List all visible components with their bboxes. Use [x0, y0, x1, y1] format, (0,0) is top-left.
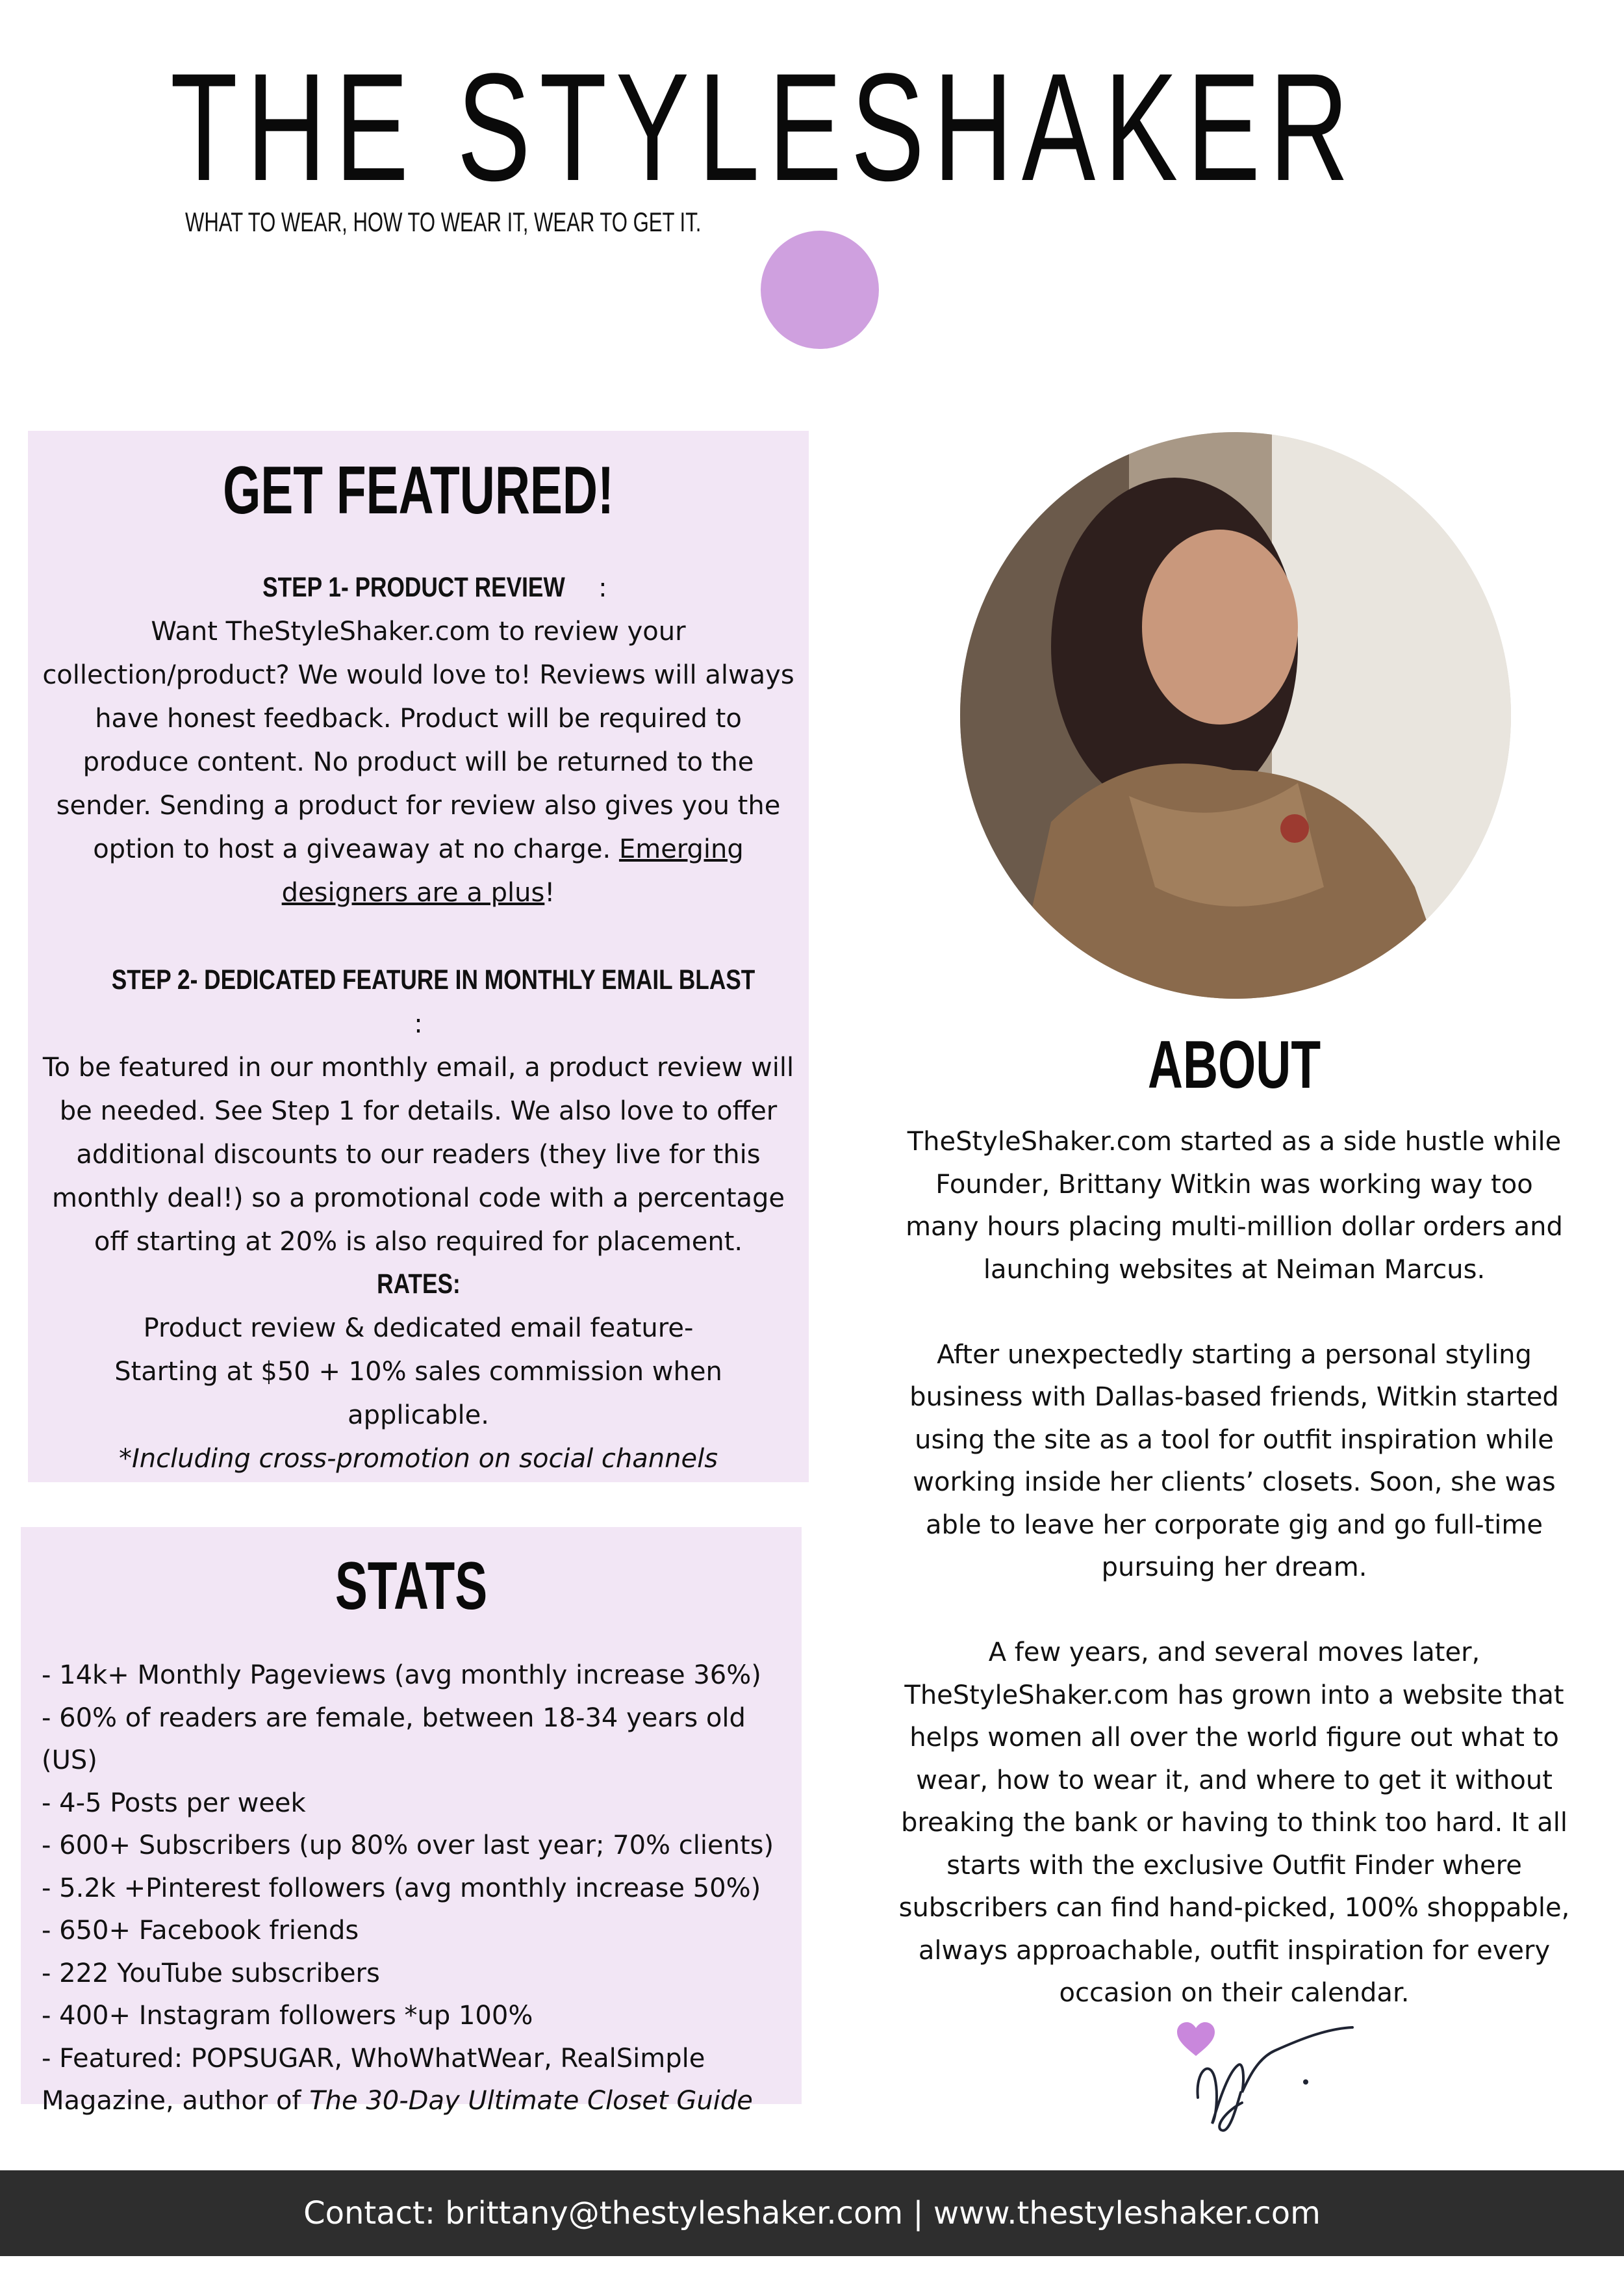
book-title: The 30-Day Ultimate Closet Guide: [309, 2086, 753, 2116]
step2-title: STEP 2- DEDICATED FEATURE IN MONTHLY EMAIL BLAST: [111, 964, 755, 995]
founder-portrait-photo: [960, 432, 1511, 999]
signature-icon: [1190, 2020, 1359, 2137]
rates-line3: *Including cross-promotion on social channels: [118, 1444, 718, 1474]
stats-item-featured: [42, 2038, 791, 2123]
stats-panel: [21, 1527, 802, 2116]
step1-title: STEP 1- PRODUCT REVIEW: [262, 572, 566, 603]
rates-line2: Starting at $50 + 10% sales commission when applicable.: [114, 1357, 722, 1430]
get-featured-heading: GET FEATURED!: [223, 453, 614, 528]
stats-item: - 600+ Subscribers (up 80% over last year; 70% clients): [42, 1830, 774, 1860]
contact-text[interactable]: Contact: brittany@thestyleshaker.com | www.thestyleshaker.com: [303, 2195, 1321, 2231]
stats-heading: STATS: [335, 1548, 488, 1624]
stats-item: - 14k+ Monthly Pageviews (avg monthly increase 36%): [42, 1660, 761, 1690]
about-paragraph: TheStyleShaker.com started as a side hustle while Founder, Brittany Witkin was working way too many hours placing multi-million dollar orders and launching websites at Neiman Marcus.: [906, 1127, 1563, 1285]
stats-item: - 650+ Facebook friends: [42, 1916, 359, 1946]
stats-item: - 60% of readers are female, between 18-34 years old (US): [42, 1702, 746, 1775]
step2-colon: :: [414, 1009, 423, 1039]
step1-colon: :: [598, 573, 607, 603]
step1-section: [41, 566, 796, 915]
step1-end: !: [544, 878, 555, 908]
about-text: [896, 1121, 1572, 2015]
step2-body: To be featured in our monthly email, a product review will be needed. See Step 1 for details. We also love to offer additional discounts to our readers (they live for this monthly deal!) so a promotional code with a percentage off starting at 20% is also required for placement.: [42, 1053, 794, 1257]
about-paragraph: After unexpectedly starting a personal styling business with Dallas-based friends, Witkin started using the site as a tool for outfit inspiration while working inside her clients’ closets. Soon, she was able to leave her corporate gig and go full-time pursuing her dream.: [909, 1339, 1559, 1582]
step1-text: Want TheStyleShaker.com to review your collection/product? We would love to! Reviews will always have honest feedback. Product will be required to produce content. No product will be returned to the sender. Sending a product for review also gives you the option to host a giveaway at no charge.: [42, 617, 794, 864]
tagline: WHAT TO WEAR, HOW TO WEAR IT, WEAR TO GET IT.: [185, 207, 702, 237]
step2-section: [41, 958, 796, 1264]
accent-dot: [761, 231, 879, 349]
get-featured-panel: [28, 431, 809, 1482]
emerging-designers-link[interactable]: Emerging designers are a plus: [281, 834, 744, 908]
stats-item: - 222 YouTube subscribers: [42, 1958, 380, 1988]
rates-title: RATES:: [376, 1268, 461, 1300]
rates-section: [41, 1263, 796, 1481]
step1-body: [41, 610, 796, 915]
about-paragraph: A few years, and several moves later, TheStyleShaker.com has grown into a website that helps women all over the world figure out what to wear, how to wear it, and where to get it without breaking the bank or having to think too hard. It all starts with the exclusive Outfit Finder where subscribers can find hand-picked, 100% shoppable, always approachable, outfit inspiration for every occasion on their calendar.: [898, 1637, 1570, 2008]
rates-line1: Product review & dedicated email feature-: [143, 1313, 694, 1343]
masthead-title: THE STYLESHAKER: [170, 42, 1358, 213]
about-heading: ABOUT: [1147, 1027, 1321, 1103]
contact-footer: [0, 2170, 1624, 2256]
stats-item: - 400+ Instagram followers *up 100%: [42, 2001, 533, 2031]
stats-list: [42, 1654, 791, 2123]
stats-item: - 4-5 Posts per week: [42, 1788, 306, 1818]
featured-in-text: - Featured: POPSUGAR, WhoWhatWear, RealSimple Magazine, author of: [42, 2043, 705, 2116]
stats-item: - 5.2k +Pinterest followers (avg monthly increase 50%): [42, 1873, 761, 1903]
